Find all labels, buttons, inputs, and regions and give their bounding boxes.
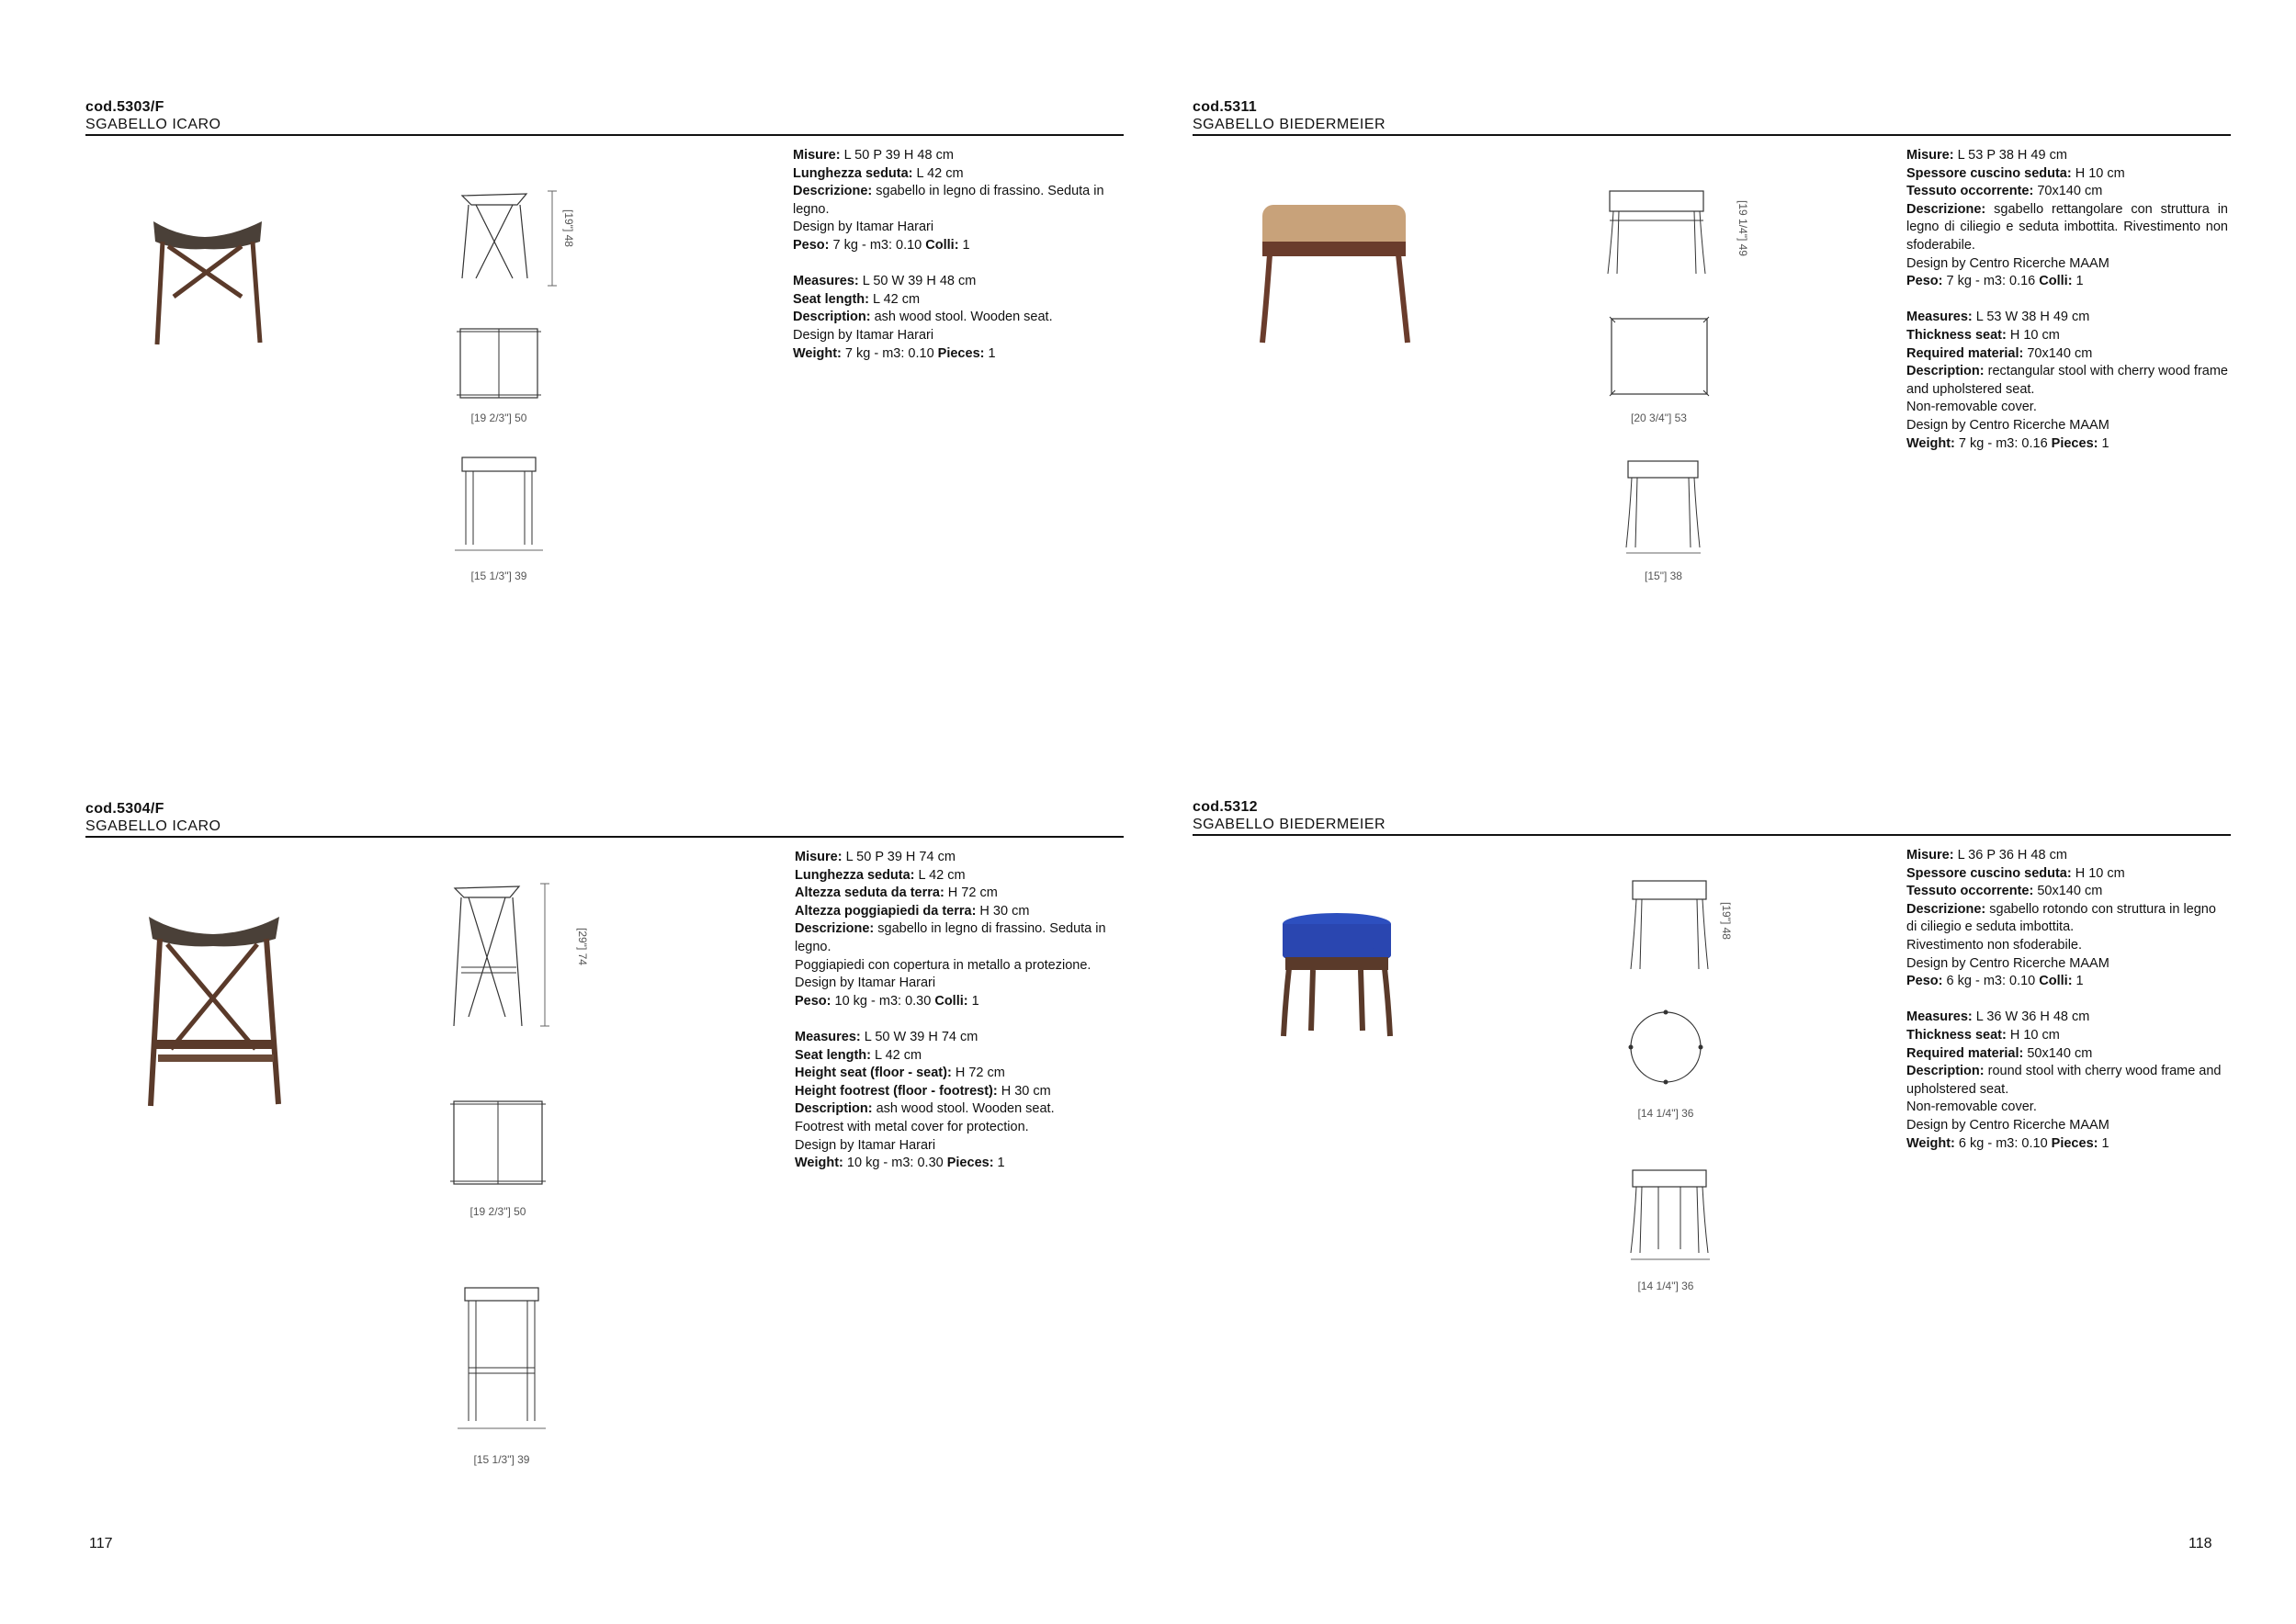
top-view-drawing <box>453 324 545 402</box>
side-elevation-drawing <box>456 1283 548 1435</box>
product-code: cod.5312 <box>1193 799 1258 815</box>
product-5311 <box>1193 99 2231 797</box>
side-depth-dimension: [15"] 38 <box>1645 570 1682 582</box>
front-elevation-drawing <box>458 186 559 288</box>
spec-text: Misure: L 50 P 39 H 74 cm Lunghezza seduta: L 42 cm Altezza seduta da terra: H 72 cm Altezza poggiapiedi da terra: H 30 cm Descrizione: sgabello in legno di frassino. Seduta in legno. Poggiapiedi con copertura in metallo a protezione. Design by Itamar Harari Peso: 10 kg - m3: 0.30 Colli: 1 Measures: L 50 W 39 H 74 cm Seat length: L 42 cm Height seat (floor - seat): H 72 cm Height footrest (floor - footrest): H 30 cm Description: ash wood stool. Wooden seat. Footrest with metal cover for protection. Design by Itamar Harari Weight: 10 kg - m3: 0.30 Pieces: 1 <box>795 850 1106 1171</box>
product-name: SGABELLO BIEDERMEIER <box>1193 817 1386 832</box>
front-width-dimension: [14 1/4"] 36 <box>1637 1107 1694 1120</box>
spec-text: Misure: L 36 P 36 H 48 cm Spessore cuscino seduta: H 10 cm Tessuto occorrente: 50x140 cm Descrizione: sgabello rotondo con struttura in legno di ciliegio e seduta imbottita. Rivestimento non sfoderabile. Design by Centro Ricerche MAAM Peso: 6 kg - m3: 0.10 Colli: 1 Measures: L 36 W 36 H 48 cm Thickness seat: H 10 cm Required material: 50x140 cm Description: round stool with cherry wood frame and upholstered seat. Non-removable cover. Design by Centro Ricerche MAAM Weight: 6 kg - m3: 0.10 Pieces: 1 <box>1906 848 2222 1151</box>
height-dimension: [19"] 48 <box>1720 902 1733 940</box>
front-elevation-drawing <box>450 879 551 1035</box>
height-dimension: [19"] 48 <box>562 209 575 247</box>
side-depth-dimension: [15 1/3"] 39 <box>470 570 527 582</box>
front-elevation-drawing <box>1629 877 1712 978</box>
height-dimension: [19 1/4"] 49 <box>1736 200 1749 256</box>
top-view-drawing <box>1606 313 1712 400</box>
front-elevation-drawing <box>1606 186 1716 283</box>
product-5312 <box>1193 799 2231 1497</box>
product-photo-icaro-high-stool <box>145 893 283 1113</box>
side-elevation-drawing <box>1629 1167 1712 1263</box>
product-code: cod.5303/F <box>85 99 164 115</box>
product-photo-round-stool <box>1280 909 1395 1056</box>
product-photo-biedermeier-stool <box>1259 196 1410 352</box>
header-rule <box>85 134 1124 136</box>
product-code: cod.5311 <box>1193 99 1258 115</box>
top-view-drawing <box>447 1097 549 1189</box>
front-width-dimension: [20 3/4"] 53 <box>1631 412 1687 424</box>
side-elevation-drawing <box>453 453 545 554</box>
product-name: SGABELLO ICARO <box>85 818 221 834</box>
page-number-left: 117 <box>89 1536 113 1551</box>
spec-text: Misure: L 53 P 38 H 49 cm Spessore cuscino seduta: H 10 cm Tessuto occorrente: 70x140 cm Descrizione: sgabello rettangolare con struttura in legno di ciliegio e seduta imbottita. Rivestimento non sfoderabile. Design by Centro Ricerche MAAM Peso: 7 kg - m3: 0.16 Colli: 1 Measures: L 53 W 38 H 49 cm Thickness seat: H 10 cm Required material: 70x140 cm Description: rectangular stool with cherry wood frame and upholstered seat. Non-removable cover. Design by Centro Ricerche MAAM Weight: 7 kg - m3: 0.16 Pieces: 1 <box>1906 148 2228 451</box>
front-width-dimension: [19 2/3"] 50 <box>470 412 527 424</box>
front-width-dimension: [19 2/3"] 50 <box>469 1205 526 1218</box>
product-name: SGABELLO ICARO <box>85 117 221 132</box>
page-number-right: 118 <box>2189 1536 2212 1551</box>
header-rule <box>1193 134 2231 136</box>
side-depth-dimension: [14 1/4"] 36 <box>1637 1280 1694 1292</box>
product-name: SGABELLO BIEDERMEIER <box>1193 117 1386 132</box>
product-5303f <box>85 99 1124 797</box>
product-5304f <box>85 801 1124 1499</box>
header-rule <box>1193 834 2231 836</box>
product-photo-icaro-stool <box>150 196 269 352</box>
product-code: cod.5304/F <box>85 801 164 817</box>
top-view-drawing <box>1624 1006 1707 1088</box>
height-dimension: [29"] 74 <box>576 928 589 965</box>
header-rule <box>85 836 1124 838</box>
spec-text: Misure: L 50 P 39 H 48 cm Lunghezza seduta: L 42 cm Descrizione: sgabello in legno di frassino. Seduta in legno. Design by Itamar Harari Peso: 7 kg - m3: 0.10 Colli: 1 Measures: L 50 W 39 H 48 cm Seat length: L 42 cm Description: ash wood stool. Wooden seat. Design by Itamar Harari Weight: 7 kg - m3: 0.10 Pieces: 1 <box>793 148 1104 361</box>
side-depth-dimension: [15 1/3"] 39 <box>473 1453 530 1466</box>
side-elevation-drawing <box>1624 457 1702 558</box>
